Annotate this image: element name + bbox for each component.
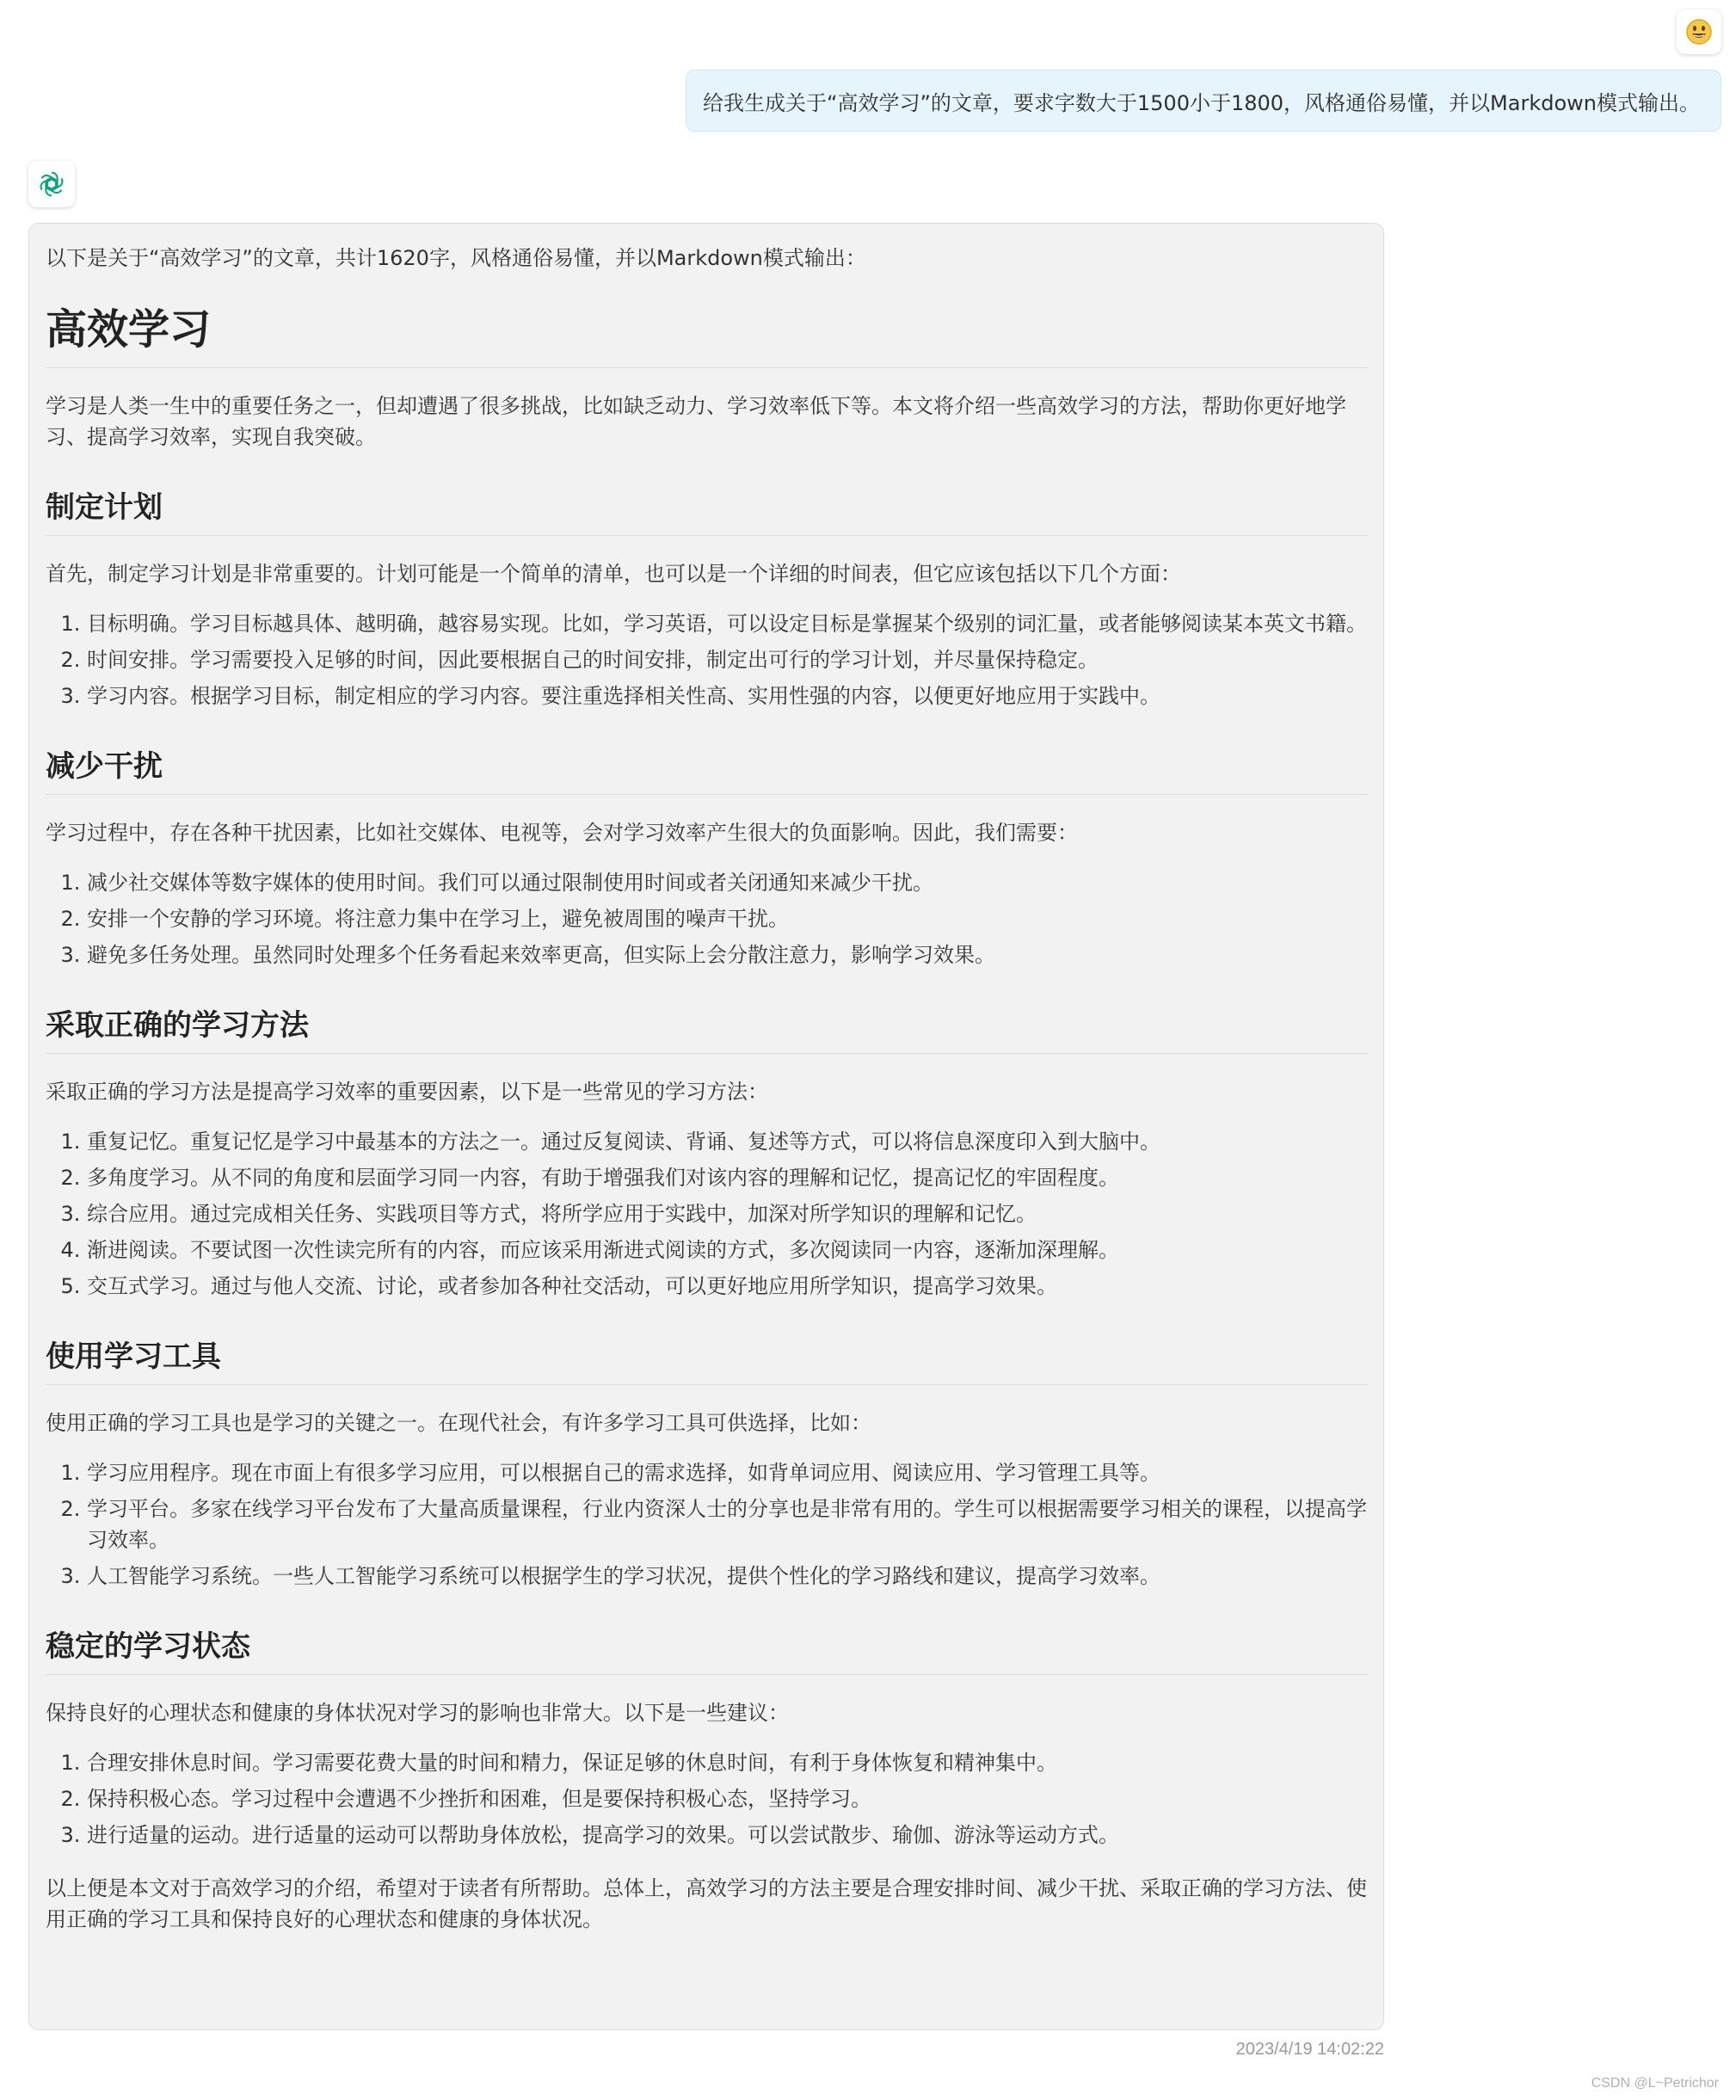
user-message-bubble [686, 70, 1721, 132]
smiley-face-icon [1685, 18, 1713, 46]
list-item: 2. 多角度学习。从不同的角度和层面学习同一内容，有助于增强我们对该内容的理解和记忆，提高记忆的牢固程度。 [87, 1162, 1368, 1193]
list-item: 5. 交互式学习。通过与他人交流、讨论，或者参加各种社交活动，可以更好地应用所学知识，提高学习效果。 [87, 1271, 1368, 1302]
list-item: 2. 安排一个安静的学习环境。将注意力集中在学习上，避免被周围的噪声干扰。 [87, 903, 1368, 934]
list-item: 1. 学习应用程序。现在市面上有很多学习应用，可以根据自己的需求选择，如背单词应用、阅读应用、学习管理工具等。 [87, 1457, 1368, 1488]
assistant-avatar [28, 161, 75, 207]
watermark: CSDN @L~Petrichor [1591, 2076, 1719, 2091]
list-item: 2. 时间安排。学习需要投入足够的时间，因此要根据自己的时间安排，制定出可行的学习计划，并尽量保持稳定。 [87, 644, 1368, 675]
list-item: 3. 人工智能学习系统。一些人工智能学习系统可以根据学生的学习状况，提供个性化的学习路线和建议，提高学习效率。 [87, 1561, 1368, 1592]
article-lead: 学习是人类一生中的重要任务之一，但却遭遇了很多挑战，比如缺乏动力、学习效率低下等。本文将介绍一些高效学习的方法，帮助你更好地学习、提高学习效率，实现自我突破。 [46, 394, 1346, 449]
section-list [46, 867, 1368, 970]
message-timestamp: 2023/4/19 14:02:22 [1235, 2040, 1384, 2059]
section-heading-plan: 制定计划 [46, 487, 1368, 536]
user-avatar [1677, 9, 1721, 54]
list-item: 1. 重复记忆。重复记忆是学习中最基本的方法之一。通过反复阅读、背诵、复述等方式，可以将信息深度印入到大脑中。 [87, 1126, 1368, 1157]
article-title: 高效学习 [46, 302, 1368, 368]
section-paragraph: 首先，制定学习计划是非常重要的。计划可能是一个简单的清单，也可以是一个详细的时间表，但它应该包括以下几个方面： [46, 562, 1181, 586]
section-heading-tools: 使用学习工具 [46, 1336, 1368, 1385]
list-item: 1. 目标明确。学习目标越具体、越明确，越容易实现。比如，学习英语，可以设定目标是掌握某个级别的词汇量，或者能够阅读某本英文书籍。 [87, 608, 1368, 639]
section-list [46, 1747, 1368, 1851]
section-paragraph: 使用正确的学习工具也是学习的关键之一。在现代社会，有许多学习工具可供选择，比如： [46, 1411, 871, 1435]
section-heading-reduce-distraction: 减少干扰 [46, 746, 1368, 795]
answer-intro: 以下是关于“高效学习”的文章，共计1620字，风格通俗易懂，并以Markdown模式输出： [46, 246, 866, 270]
section-list [46, 608, 1368, 711]
section-paragraph: 保持良好的心理状态和健康的身体状况对学习的影响也非常大。以下是一些建议： [46, 1701, 789, 1725]
list-item: 2. 学习平台。多家在线学习平台发布了大量高质量课程，行业内资深人士的分享也是非常有用的。学生可以根据需要学习相关的课程，以提高学习效率。 [87, 1493, 1368, 1555]
list-item: 2. 保持积极心态。学习过程中会遭遇不少挫折和困难，但是要保持积极心态，坚持学习。 [87, 1783, 1368, 1814]
section-paragraph: 采取正确的学习方法是提高学习效率的重要因素，以下是一些常见的学习方法： [46, 1080, 768, 1104]
list-item: 1. 合理安排休息时间。学习需要花费大量的时间和精力，保证足够的休息时间，有利于身体恢复和精神集中。 [87, 1747, 1368, 1778]
section-heading-methods: 采取正确的学习方法 [46, 1005, 1368, 1054]
section-list [46, 1457, 1368, 1592]
assistant-message-card [28, 223, 1384, 2030]
list-item: 3. 学习内容。根据学习目标，制定相应的学习内容。要注重选择相关性高、实用性强的内容，以便更好地应用于实践中。 [87, 680, 1368, 711]
section-list [46, 1126, 1368, 1302]
list-item: 3. 综合应用。通过完成相关任务、实践项目等方式，将所学应用于实践中，加深对所学知识的理解和记忆。 [87, 1198, 1368, 1229]
section-heading-state: 稳定的学习状态 [46, 1626, 1368, 1675]
user-message-text: 给我生成关于“高效学习”的文章，要求字数大于1500小于1800，风格通俗易懂，并以Markdown模式输出。 [703, 90, 1700, 115]
section-paragraph: 学习过程中，存在各种干扰因素，比如社交媒体、电视等，会对学习效率产生很大的负面影响。因此，我们需要： [46, 821, 1078, 845]
list-item: 3. 进行适量的运动。进行适量的运动可以帮助身体放松，提高学习的效果。可以尝试散步、瑜伽、游泳等运动方式。 [87, 1820, 1368, 1851]
openai-logo-icon [35, 168, 68, 200]
list-item: 4. 渐进阅读。不要试图一次性读完所有的内容，而应该采用渐进式阅读的方式，多次阅读同一内容，逐渐加深理解。 [87, 1235, 1368, 1266]
article-closing: 以上便是本文对于高效学习的介绍，希望对于读者有所帮助。总体上，高效学习的方法主要是合理安排时间、减少干扰、采取正确的学习方法、使用正确的学习工具和保持良好的心理状态和健康的身体状况。 [46, 1876, 1367, 1931]
list-item: 1. 减少社交媒体等数字媒体的使用时间。我们可以通过限制使用时间或者关闭通知来减少干扰。 [87, 867, 1368, 898]
list-item: 3. 避免多任务处理。虽然同时处理多个任务看起来效率更高，但实际上会分散注意力，影响学习效果。 [87, 939, 1368, 970]
